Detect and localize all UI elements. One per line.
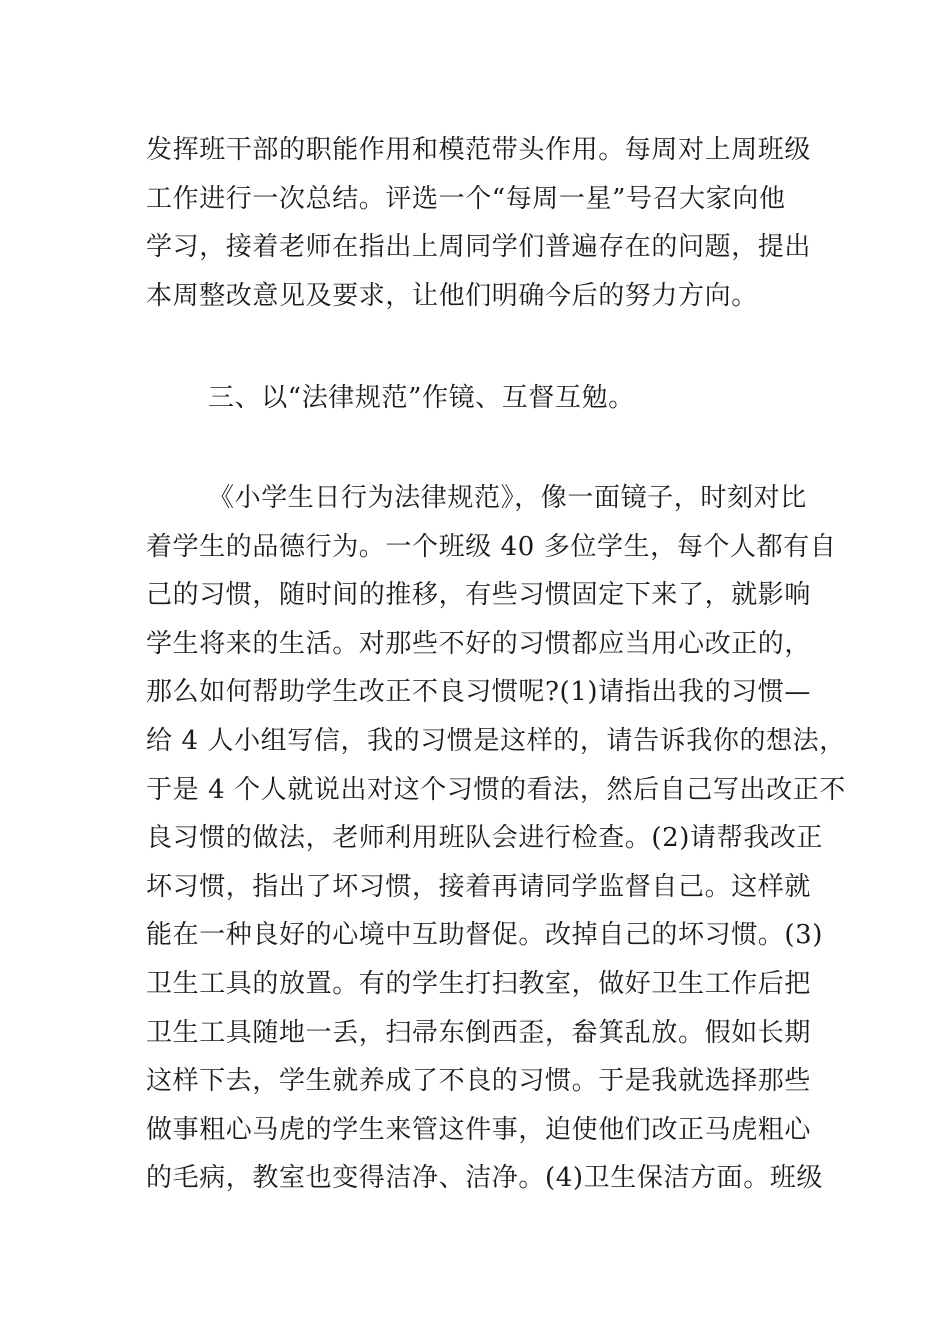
text-line: 卫生工具的放置。有的学生打扫教室，做好卫生工作后把 xyxy=(146,968,812,999)
text-line: 能在一种良好的心境中互助督促。改掉自己的坏习惯。(3) xyxy=(146,920,824,951)
text-line: 学生将来的生活。对那些不好的习惯都应当用心改正的， xyxy=(146,628,812,659)
text-line: 的毛病，教室也变得洁净、洁净。(4)卫生保洁方面。班级 xyxy=(146,1163,824,1194)
text-line: 己的习惯，随时间的推移，有些习惯固定下来了，就影响 xyxy=(146,580,812,611)
text-line: 学习，接着老师在指出上周同学们普遍存在的问题，提出 xyxy=(146,232,812,263)
text-line: 良习惯的做法，老师利用班队会进行检查。(2)请帮我改正 xyxy=(146,823,824,854)
text-line: 本周整改意见及要求，让他们明确今后的努力方向。 xyxy=(146,280,758,311)
text-line: 于是 4 个人就说出对这个习惯的看法，然后自己写出改正不 xyxy=(146,774,846,805)
paragraph-class-cadres xyxy=(146,126,810,320)
text-line: 坏习惯，指出了坏习惯，接着再请同学监督自己。这样就 xyxy=(146,871,812,902)
text-line: 给 4 人小组写信，我的习惯是这样的，请告诉我你的想法， xyxy=(146,725,846,756)
text-line: 这样下去，学生就养成了不良的习惯。于是我就选择那些 xyxy=(146,1066,812,1097)
text-line: 《小学生日行为法律规范》，像一面镜子，时刻对比 xyxy=(208,483,807,513)
text-line: 那么如何帮助学生改正不良习惯呢?(1)请指出我的习惯— xyxy=(146,677,811,708)
text-line: 卫生工具随地一丢，扫帚东倒西歪，畚箕乱放。假如长期 xyxy=(146,1017,812,1048)
paragraph-behavior-norms xyxy=(146,474,846,1203)
section-heading-3 xyxy=(146,374,810,423)
section-heading-text: 三、以“法律规范”作镜、互督互勉。 xyxy=(208,383,635,413)
text-line: 发挥班干部的职能作用和模范带头作用。每周对上周班级 xyxy=(146,135,812,165)
text-line: 做事粗心马虎的学生来管这件事，迫使他们改正马虎粗心 xyxy=(146,1114,812,1145)
text-line: 着学生的品德行为。一个班级 40 多位学生，每个人都有自 xyxy=(146,531,837,562)
text-line: 工作进行一次总结。评选一个“每周一星”号召大家向他 xyxy=(146,183,786,214)
